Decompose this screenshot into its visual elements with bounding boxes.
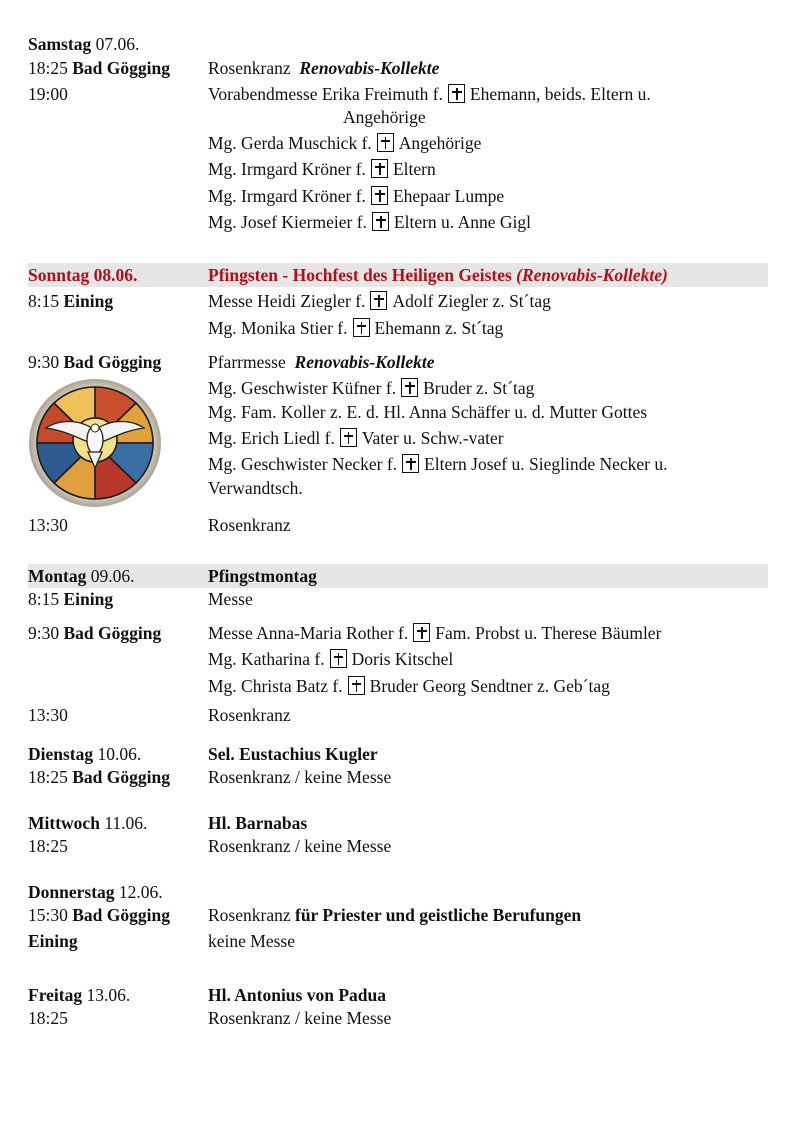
entry-text: Ehemann, beids. Eltern u. xyxy=(469,84,651,104)
entry-text: Messe xyxy=(208,589,253,609)
schedule-row xyxy=(28,157,768,181)
time: 18:25 xyxy=(28,836,68,856)
collection-note: (Renovabis-Kollekte) xyxy=(516,265,668,285)
feast-title xyxy=(208,742,378,766)
time: 8:15 xyxy=(28,589,60,609)
schedule-row xyxy=(28,289,768,313)
entry-text: Mg. Geschwister Necker f. xyxy=(208,454,398,474)
time-place xyxy=(28,350,161,374)
place: Eining xyxy=(63,589,114,609)
cross-icon xyxy=(372,212,389,231)
cross-icon xyxy=(371,159,388,178)
schedule-row xyxy=(28,105,768,129)
feast-name: Hl. Barnabas xyxy=(208,813,308,833)
schedule-row xyxy=(28,587,768,611)
day-date: 12.06. xyxy=(118,882,163,902)
time: 9:30 xyxy=(28,623,60,643)
day-name: Samstag xyxy=(28,34,92,54)
time-place xyxy=(28,56,170,80)
entry-text: Mg. Katharina f. xyxy=(208,649,325,669)
entry-text: Vorabendmesse Erika Freimuth f. xyxy=(208,84,443,104)
entry-text: Rosenkranz xyxy=(208,515,291,535)
time: 18:25 xyxy=(28,1008,68,1028)
entry-text: Messe Heidi Ziegler f. xyxy=(208,291,366,311)
collection-note: Renovabis-Kollekte xyxy=(294,352,435,372)
schedule-row xyxy=(28,674,768,698)
schedule-row xyxy=(28,210,768,234)
schedule-row xyxy=(28,56,768,80)
schedule-row xyxy=(28,184,768,208)
entry xyxy=(208,157,436,181)
time-place xyxy=(28,765,170,789)
thursday-heading-row xyxy=(28,880,768,904)
entry xyxy=(208,647,453,671)
time: 9:30 xyxy=(28,352,60,372)
time-place xyxy=(28,621,161,645)
entry-text: Rosenkranz xyxy=(208,705,291,725)
entry-text: keine Messe xyxy=(208,931,295,951)
time-place xyxy=(28,903,170,927)
saturday-heading-row xyxy=(28,32,768,56)
place: Bad Gögging xyxy=(72,58,170,78)
cross-icon xyxy=(353,318,370,337)
day-cell xyxy=(28,32,139,56)
entry-text: Doris Kitschel xyxy=(351,649,454,669)
day-date: 10.06. xyxy=(97,744,142,764)
place: Eining xyxy=(28,931,78,951)
entry xyxy=(208,674,610,698)
entry-text: Angehörige xyxy=(398,133,482,153)
entry xyxy=(208,452,668,476)
entry-text: Mg. Geschwister Küfner f. xyxy=(208,378,397,398)
holy-spirit-dove-icon xyxy=(28,378,162,508)
cross-icon xyxy=(377,133,394,152)
collection-note: Renovabis-Kollekte xyxy=(299,58,440,78)
schedule-row xyxy=(28,765,768,789)
schedule-row xyxy=(28,131,768,155)
entry-text: Verwandtsch. xyxy=(208,478,303,498)
schedule-row xyxy=(28,903,768,927)
entry-text: Adolf Ziegler z. St´tag xyxy=(392,291,551,311)
entry xyxy=(208,426,504,450)
time-place xyxy=(28,929,78,953)
entry-text: Mg. Fam. Koller z. E. d. Hl. Anna Schäffer u. d. Mutter Gottes xyxy=(208,402,648,422)
cross-icon xyxy=(402,454,419,473)
place: Bad Gögging xyxy=(72,767,170,787)
entry-text: Rosenkranz xyxy=(208,58,291,78)
schedule-row xyxy=(28,703,768,727)
entry xyxy=(208,903,581,927)
schedule-row xyxy=(28,513,768,537)
place: Bad Gögging xyxy=(72,905,170,925)
day-name: Freitag xyxy=(28,985,83,1005)
cross-icon xyxy=(340,428,357,447)
feast-title xyxy=(208,564,317,588)
time: 18:25 xyxy=(28,767,68,787)
wednesday-heading-row xyxy=(28,811,768,835)
time-place xyxy=(28,289,113,313)
entry-text: Pfarrmesse xyxy=(208,352,286,372)
place: Eining xyxy=(63,291,114,311)
feast-title xyxy=(208,983,386,1007)
feast-title xyxy=(208,263,668,287)
entry-text: Eltern Josef u. Sieglinde Necker u. xyxy=(424,454,668,474)
sunday-heading-row xyxy=(28,263,768,287)
day-date: 07.06. xyxy=(95,34,140,54)
schedule-row xyxy=(28,929,768,953)
entry-text: Rosenkranz xyxy=(208,905,291,925)
entry-text: Bruder z. St´tag xyxy=(423,378,535,398)
time-place xyxy=(28,587,113,611)
entry-text: Messe Anna-Maria Rother f. xyxy=(208,623,409,643)
cross-icon xyxy=(401,378,418,397)
entry-text: Mg. Irmgard Kröner f. xyxy=(208,186,366,206)
monday-heading-row xyxy=(28,564,768,588)
entry xyxy=(208,56,439,80)
day-name: Sonntag 08.06. xyxy=(28,265,138,285)
entry-text: Mg. Erich Liedl f. xyxy=(208,428,335,448)
entry xyxy=(208,210,531,234)
place: Bad Gögging xyxy=(63,623,162,643)
friday-heading-row xyxy=(28,983,768,1007)
entry-text: Eltern u. Anne Gigl xyxy=(393,212,531,232)
feast-name: Sel. Eustachius Kugler xyxy=(208,744,378,764)
time: 15:30 xyxy=(28,905,68,925)
feast-name: Pfingsten - Hochfest des Heiligen Geistes xyxy=(208,265,517,285)
place: Bad Gögging xyxy=(63,352,162,372)
entry-text: Bruder Georg Sendtner z. Geb´tag xyxy=(369,676,610,696)
cross-icon xyxy=(371,186,388,205)
time: 13:30 xyxy=(28,705,68,725)
entry-text: Mg. Monika Stier f. xyxy=(208,318,348,338)
cross-icon xyxy=(370,291,387,310)
schedule-row xyxy=(28,834,768,858)
day-date: 11.06. xyxy=(104,813,148,833)
entry-text: Rosenkranz / keine Messe xyxy=(208,836,392,856)
day-name: Dienstag xyxy=(28,744,94,764)
day-cell xyxy=(28,880,163,904)
entry-text: Mg. Christa Batz f. xyxy=(208,676,343,696)
entry-text: Ehemann z. St´tag xyxy=(374,318,504,338)
day-cell xyxy=(28,983,130,1007)
cross-icon xyxy=(413,623,430,642)
entry xyxy=(208,376,534,400)
entry xyxy=(208,184,504,208)
time: 13:30 xyxy=(28,515,68,535)
intention-text: für Priester und geistliche Berufungen xyxy=(295,905,582,925)
schedule-row xyxy=(28,1006,768,1030)
entry xyxy=(208,82,651,106)
day-cell xyxy=(28,811,147,835)
day-name: Donnerstag xyxy=(28,882,115,902)
day-date: 09.06. xyxy=(90,566,135,586)
entry-text: Mg. Irmgard Kröner f. xyxy=(208,159,366,179)
day-name: Montag xyxy=(28,566,87,586)
day-cell xyxy=(28,564,134,588)
entry-text: Vater u. Schw.-vater xyxy=(361,428,504,448)
entry-text: Ehepaar Lumpe xyxy=(392,186,505,206)
entry xyxy=(208,316,503,340)
entry xyxy=(208,131,481,155)
time: 19:00 xyxy=(28,84,68,104)
entry-text: Angehörige xyxy=(343,107,426,127)
entry-text: Fam. Probst u. Therese Bäumler xyxy=(435,623,662,643)
entry-text: Mg. Gerda Muschick f. xyxy=(208,133,372,153)
schedule-row xyxy=(28,316,768,340)
day-name: Mittwoch xyxy=(28,813,100,833)
day-cell xyxy=(28,742,141,766)
entry-text: Eltern xyxy=(392,159,436,179)
feast-title xyxy=(208,811,307,835)
tuesday-heading-row xyxy=(28,742,768,766)
schedule-row xyxy=(28,82,768,106)
entry-text: Rosenkranz / keine Messe xyxy=(208,767,392,787)
schedule-row xyxy=(28,647,768,671)
schedule-row xyxy=(28,350,768,374)
day-date: 13.06. xyxy=(86,985,131,1005)
feast-name: Hl. Antonius von Padua xyxy=(208,985,386,1005)
entry xyxy=(208,621,661,645)
entry xyxy=(208,289,551,313)
feast-name: Pfingstmontag xyxy=(208,566,317,586)
schedule-row xyxy=(28,621,768,645)
entry xyxy=(208,350,435,374)
cross-icon xyxy=(448,84,465,103)
entry-text: Rosenkranz / keine Messe xyxy=(208,1008,392,1028)
time: 18:25 xyxy=(28,58,68,78)
entry-text: Mg. Josef Kiermeier f. xyxy=(208,212,367,232)
time: 8:15 xyxy=(28,291,60,311)
cross-icon xyxy=(330,649,347,668)
cross-icon xyxy=(348,676,365,695)
